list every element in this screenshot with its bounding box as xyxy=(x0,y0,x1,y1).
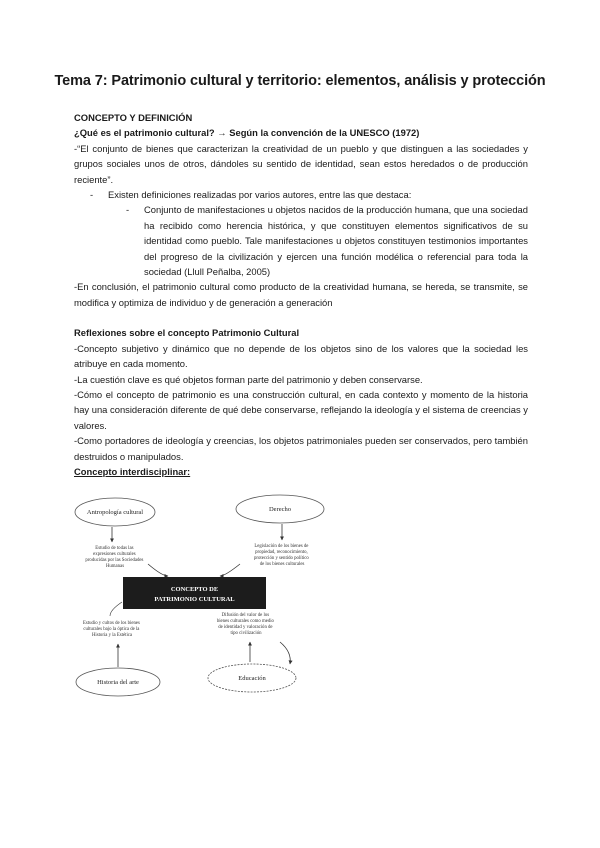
center-line-2: PATRIMONIO CULTURAL xyxy=(154,596,235,603)
text-derecho: Legislación de los bienes de propiedad, reconocimiento, protección y sentido político de los bienes culturales xyxy=(254,544,309,567)
page-title: Tema 7: Patrimonio cultural y territorio: elementos, análisis y protección xyxy=(54,73,546,89)
document-body xyxy=(74,110,528,479)
center-line-1: CONCEPTO DE xyxy=(170,586,219,593)
node-antropologia-label: Antropología cultural xyxy=(86,509,144,516)
reflection-point: -Como portadores de ideología y creencias, los objetos patrimoniales pueden ser conservados, pero también destruidos o manipulados. xyxy=(74,435,528,462)
node-derecho-label: Derecho xyxy=(268,506,292,513)
definition-question: ¿Qué es el patrimonio cultural? → Según la convención de la UNESCO (1972) xyxy=(74,127,420,139)
node-educacion-label: Educación xyxy=(238,675,266,682)
curve-arrow-left-bottom xyxy=(110,602,122,616)
dash-marker: - xyxy=(126,204,130,216)
section-heading-definition: CONCEPTO Y DEFINICIÓN xyxy=(74,112,193,123)
curve-arrow-right-top xyxy=(220,564,240,576)
curve-arrow-left-top xyxy=(148,564,168,576)
interdisciplinary-label: Concepto interdisciplinar: xyxy=(74,465,191,477)
dash-marker: - xyxy=(90,189,94,201)
curve-arrow-right-bottom xyxy=(280,642,290,664)
bullet-text: Existen definiciones realizadas por varios autores, entre las que destaca: xyxy=(108,189,412,201)
conclusion-paragraph: -En conclusión, el patrimonio cultural como producto de la creatividad humana, se hereda, se transmite, se modifica y optimiza de individuo y de generación a generación xyxy=(74,281,528,308)
node-historia-arte-label: Historia del arte xyxy=(97,679,139,686)
sub-bullet-text: Conjunto de manifestaciones u objetos nacidos de la producción humana, que una sociedad ha recibido como herencia histórica, y que constituyen elementos significativos de su identidad como pueblo. Tale manifestaciones u objetos constituyen testimonios importantes del progreso de la civilización y ejercen una función modélica o referencial para toda la sociedad (Llull Peñalba, 2005) xyxy=(144,204,528,278)
reflection-point: -Concepto subjetivo y dinámico que no depende de los objetos sino de los valores que la sociedad les atribuye en cada momento. xyxy=(74,342,528,370)
center-concept-box xyxy=(123,577,266,609)
unesco-quote: -“El conjunto de bienes que caracterizan la creatividad de un pueblo y que distinguen a las sociedades y grupos sociales unos de otros, dándoles su sentido de identidad, sean estos heredados o de producción reciente”. xyxy=(74,142,528,185)
interdisciplinary-diagram xyxy=(70,492,340,698)
sub-bullet-item xyxy=(74,202,528,279)
section-heading-reflections: Reflexiones sobre el concepto Patrimonio Cultural xyxy=(74,327,300,339)
text-antropologia: Estudio de todas las expresiones culturales producidas por las Sociedades Humanas xyxy=(85,546,144,569)
bullet-item xyxy=(74,187,528,202)
reflection-point: -La cuestión clave es qué objetos forman parte del patrimonio y deben conservarse. xyxy=(74,373,423,385)
text-historia-arte: Estudio y cultos de los bienes culturales bajo la óptica de la Historia y la Estética xyxy=(82,621,140,638)
reflection-point: -Cómo el concepto de patrimonio es una construcción cultural, en cada contexto y momento de la historia hay una consideración diferente de qué debe conservarse, reflejando la ideología y el sistema de creencias y valores. xyxy=(74,388,528,431)
text-educacion: Difusión del valor de los bienes culturales como medio de identidad y valoración de tipo civilización xyxy=(216,613,274,636)
